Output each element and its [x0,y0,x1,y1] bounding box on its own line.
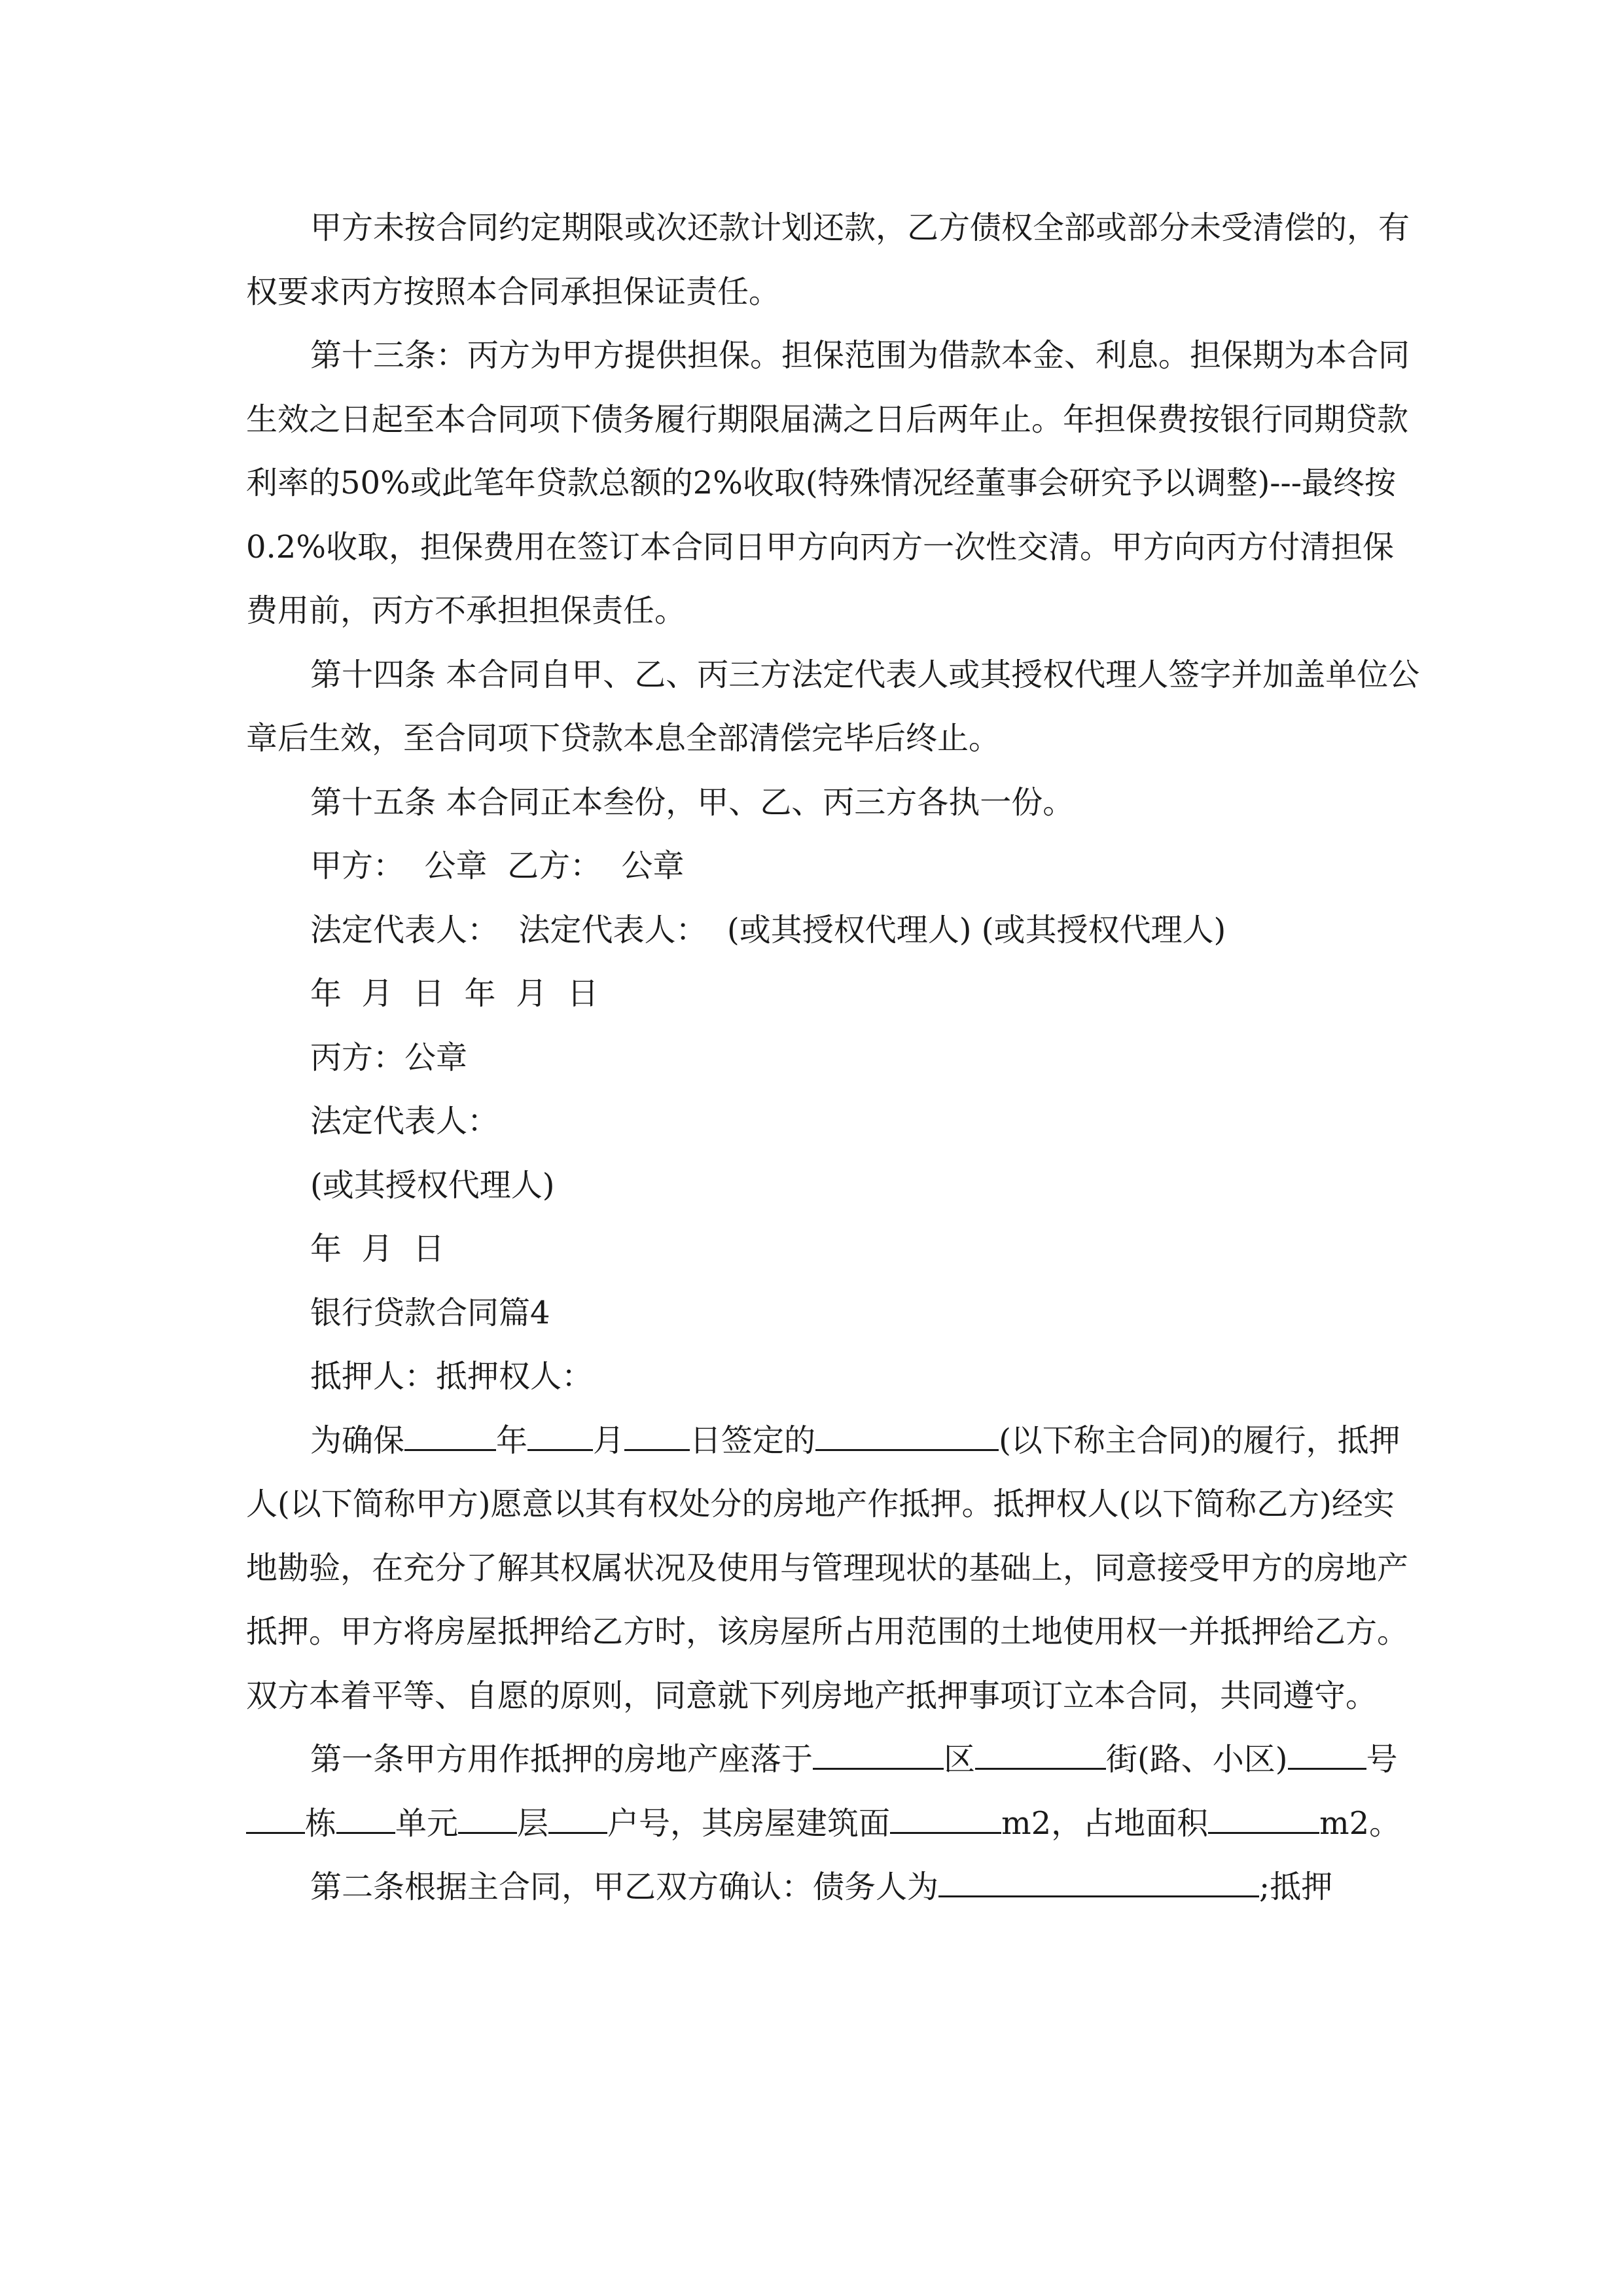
article-1-text-6: 单元 [395,1804,459,1842]
intro-text-2: 年 [496,1422,528,1459]
blank-land-area [1208,1798,1319,1834]
article-14-paragraph: 第十四条 本合同自甲、乙、丙三方法定代表人或其授权代理人签字并加盖单位公章后生效，至合同项下贷款本息全部清偿完毕后终止。 [246,656,1420,757]
document-body [246,196,1424,1920]
article-1-paragraph [246,1728,1424,1856]
intro-text-3: 月 [593,1422,625,1459]
signature-party-ab-seal: 甲方： 公章 乙方： 公章 [310,848,685,884]
article-1-text-9: m2，占地面积 [1001,1804,1209,1842]
article-1-text-4: 号 [1366,1741,1398,1778]
signature-party-c-seal: 丙方：公章 [310,1039,468,1076]
article-2-paragraph [246,1856,1424,1920]
blank-unit [336,1798,395,1834]
blank-street [975,1734,1106,1770]
blank-debtor [938,1861,1259,1897]
blank-building-area [890,1798,1001,1834]
signature-date-ab: 年 月 日 年 月 日 [310,975,599,1012]
article-2-text-1: 第二条根据主合同，甲乙双方确认：债务人为 [310,1869,939,1905]
article-1-text-3: 街(路、小区) [1106,1741,1288,1778]
article-1-text-10: m2。 [1319,1804,1401,1842]
blank-month [527,1415,593,1451]
signature-authorized-agent-c: (或其授权代理人) [310,1166,555,1204]
signature-legal-rep-ab: 法定代表人： 法定代表人： (或其授权代理人) (或其授权代理人) [310,911,1226,948]
blank-room [548,1798,607,1834]
blank-building [246,1798,305,1834]
blank-contract-name [815,1415,999,1451]
article-1-text-5: 栋 [305,1804,337,1842]
article-1-text-8: 户号，其房屋建筑面 [607,1804,891,1842]
mortgage-intro-paragraph [246,1409,1424,1729]
article-2-text-2: ;抵押 [1259,1869,1333,1905]
intro-text-5: (以下称主合同)的履行，抵押人(以下简称甲方)愿意以其有权处分的房地产作抵押。抵押权人(以下简称乙方)经实地勘验，在充分了解其权属状况及使用与管理现状的基础上，同意接受甲方的房地产抵押。甲方将房屋抵押给乙方时，该房屋所占用范围的土地使用权一并抵押给乙方。双方本着平等、自愿的原则，同意就下列房地产抵押事项订立本合同，共同遵守。 [246,1422,1409,1714]
section-parties: 抵押人：抵押权人： [310,1358,594,1395]
blank-year [404,1415,496,1451]
section-title: 银行贷款合同篇4 [310,1294,550,1331]
article-13-paragraph: 第十三条：丙方为甲方提供担保。担保范围为借款本金、利息。担保期为本合同生效之日起至本合同项下债务履行期限届满之日后两年止。年担保费按银行同期贷款利率的50%或此笔年贷款总额的2%收取(特殊情况经董事会研究予以调整)---最终按0.2%收取，担保费用在签订本合同日甲方向丙方一次性交清。甲方向丙方付清担保费用前，丙方不承担担保责任。 [246,337,1410,629]
blank-floor [458,1798,517,1834]
article-1-text-2: 区 [944,1741,976,1778]
signature-legal-rep-c: 法定代表人： [310,1103,499,1139]
blank-number [1288,1734,1366,1770]
intro-text-1: 为确保 [310,1422,405,1459]
article-1-text-1: 第一条甲方用作抵押的房地产座落于 [310,1741,813,1778]
paragraph-guarantee-claim: 甲方未按合同约定期限或次还款计划还款，乙方债权全部或部分未受清偿的，有权要求丙方按照本合同承担保证责任。 [246,209,1410,310]
article-15-paragraph: 第十五条 本合同正本叁份，甲、乙、丙三方各执一份。 [310,783,1075,821]
article-1-text-7: 层 [517,1804,549,1842]
signature-date-c: 年 月 日 [310,1230,445,1267]
blank-day [624,1415,690,1451]
intro-text-4: 日签定的 [690,1422,816,1459]
blank-district [813,1734,944,1770]
